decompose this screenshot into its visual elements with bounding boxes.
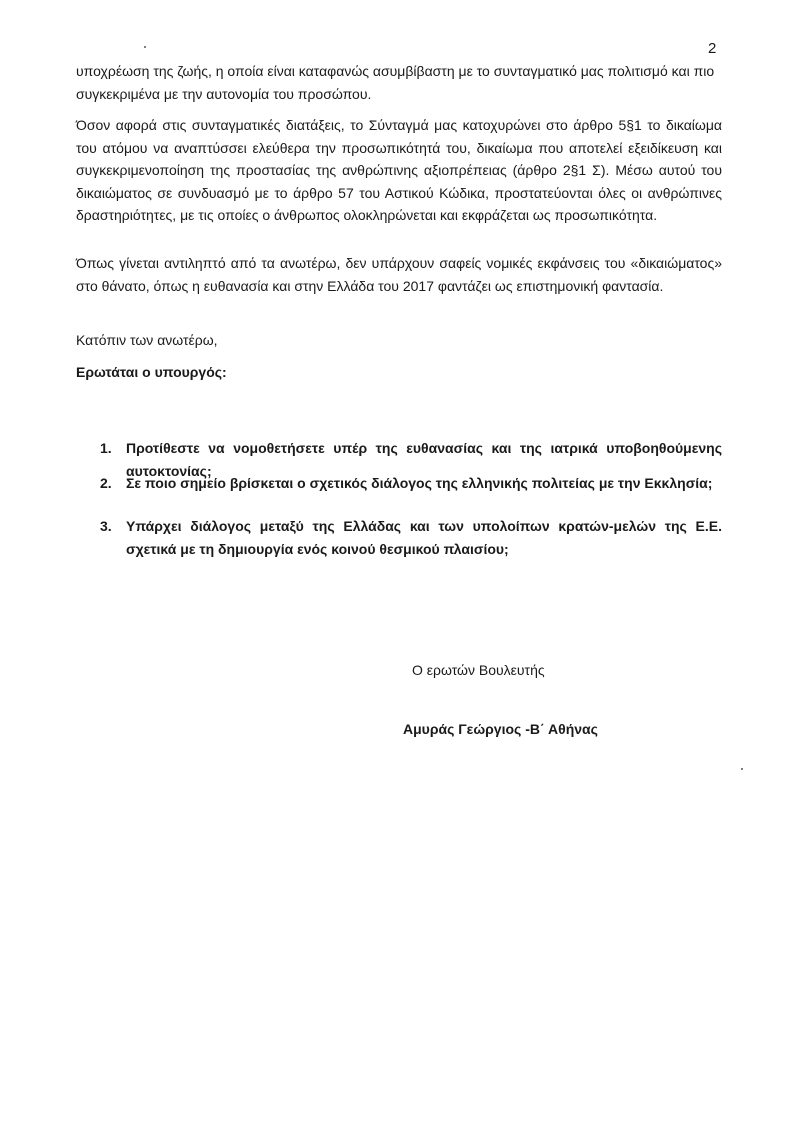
paragraph-continuation: υποχρέωση της ζωής, η οποία είναι καταφανώς ασυμβίβαστη με το συνταγματικό μας πολιτισμό και πιο συγκεκριμένα με την αυτονομία του προσώπου. [76, 63, 715, 102]
question-number: 2. [100, 475, 112, 491]
question-text: Υπάρχει διάλογος μεταξύ της Ελλάδας και των υπολοίπων κρατών-μελών της Ε.Ε. σχετικά με τη δημιουργία ενός κοινού θεσμικού πλαισίου; [126, 518, 722, 557]
question-number: 1. [100, 440, 112, 456]
page-number: 2 [708, 40, 717, 57]
signature-name: Αμυράς Γεώργιος -Β΄ Αθήνας [403, 721, 598, 737]
paragraph-constitution: Όσον αφορά στις συνταγματικές διατάξεις, το Σύνταγμά μας κατοχυρώνει στο άρθρο 5§1 το δικαίωμα του ατόμου να αναπτύσσει ελεύθερα την προσωπικότητά του, δικαίωμα που αποτελεί εξειδίκευση και συγκεκριμενοποίηση της προστασίας της ανθρώπινης αξιοπρέπειας (άρθρο 2§1 Σ). Μέσω αυτού του δικαιώματος σε συνδυασμό με το άρθρο 57 του Αστικού Κώδικα, προστατεύονται όλες οι ανθρώπινες δραστηριότητες, με τις οποίες ο άνθρωπος ολοκληρώνεται και εκφράζεται ως προσωπικότητα. [76, 117, 722, 223]
question-text: Σε ποιο σημείο βρίσκεται ο σχετικός διάλογος της ελληνικής πολιτείας με την Εκκλησία; [126, 475, 713, 491]
scan-speck [144, 46, 146, 48]
scan-speck [741, 768, 743, 770]
question-text: Προτίθεστε να νομοθετήσετε υπέρ της ευθανασίας και της ιατρικά υποβοηθούμενης αυτοκτονίας; [126, 440, 722, 479]
question-item [100, 515, 722, 560]
question-item [100, 472, 722, 495]
question-number: 3. [100, 518, 112, 534]
signature-title: Ο ερωτών Βουλευτής [412, 662, 545, 678]
paragraph-no-legal-expression: Όπως γίνεται αντιληπτό από τα ανωτέρω, δεν υπάρχουν σαφείς νομικές εκφάνσεις του «δικαιώματος» στο θάνατο, όπως η ευθανασία και στην Ελλάδα του 2017 φαντάζει ως επιστημονική φαντασία. [76, 255, 722, 294]
question-intro: Ερωτάται ο υπουργός: [76, 364, 227, 380]
paragraph-following: Κατόπιν των ανωτέρω, [76, 332, 218, 348]
